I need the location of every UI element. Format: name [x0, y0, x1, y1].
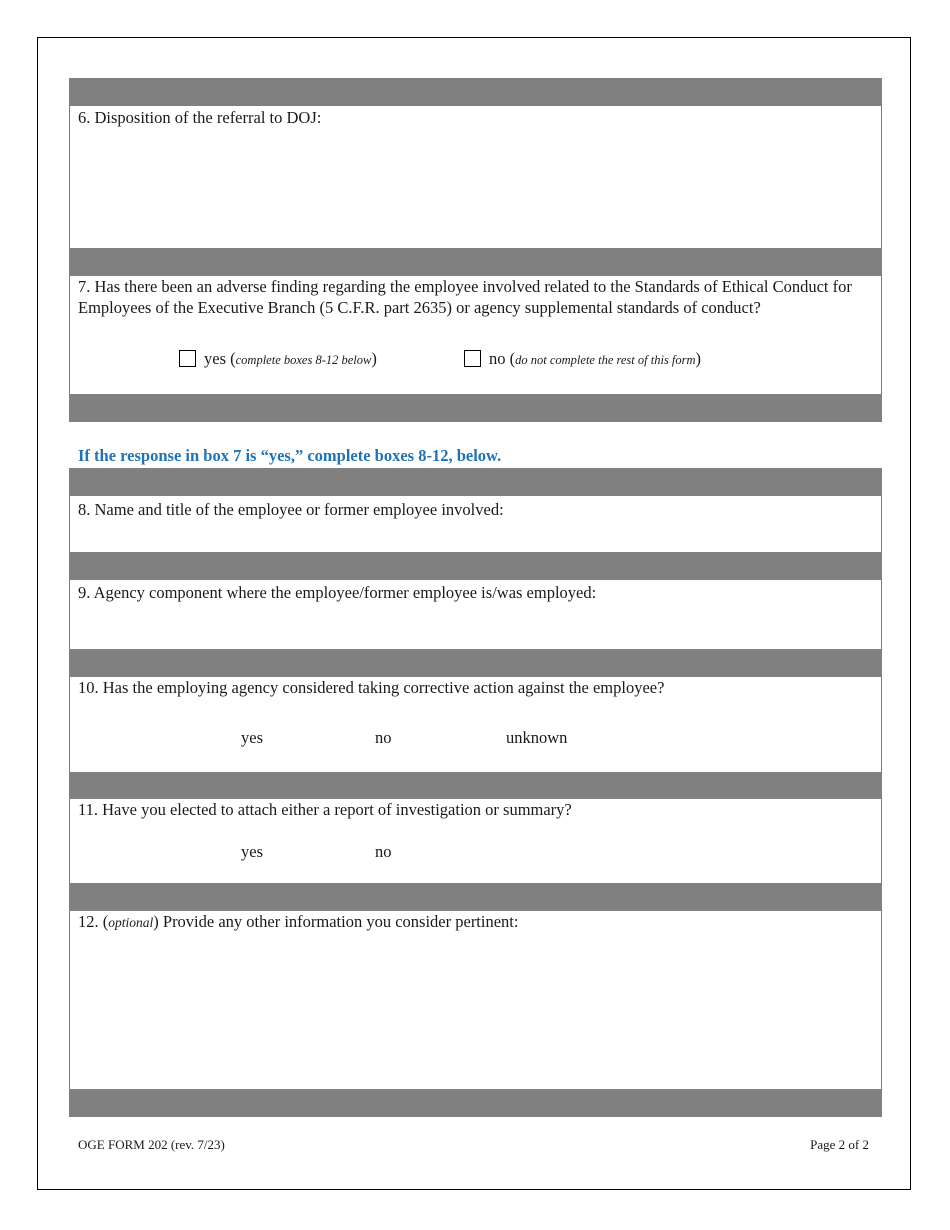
- section-header-bar: [69, 649, 882, 677]
- q7-yes-note: complete boxes 8-12 below: [235, 353, 372, 367]
- q7-no-label: no: [489, 349, 506, 368]
- q7-no-option[interactable]: no (do not complete the rest of this form): [464, 348, 701, 371]
- q7-no-checkbox[interactable]: [464, 350, 481, 367]
- q11-label: 11. Have you elected to attach either a report of investigation or summary?: [78, 800, 572, 819]
- q7-yes-label: yes: [204, 349, 226, 368]
- q10-label: 10. Has the employing agency considered taking corrective action against the employee?: [78, 678, 665, 697]
- section-header-bar: [69, 552, 882, 580]
- box-8-employee-name[interactable]: [69, 496, 882, 552]
- q7-no-note: do not complete the rest of this form: [515, 353, 696, 367]
- section-header-bar: [69, 772, 882, 800]
- instruction-text: If the response in box 7 is “yes,” complete boxes 8-12, below.: [78, 446, 502, 465]
- q8-label: 8. Name and title of the employee or former employee involved:: [78, 500, 504, 519]
- page-number: Page 2 of 2: [810, 1137, 869, 1152]
- q9-label: 9. Agency component where the employee/former employee is/was employed:: [78, 583, 597, 602]
- section-header-bar: [69, 248, 882, 276]
- q10-option-no[interactable]: no: [375, 728, 392, 747]
- box-10-corrective-action: [69, 677, 882, 772]
- q7-label: 7. Has there been an adverse finding regarding the employee involved related to the Standards of Ethical Conduct for Employees of the Executive Branch (5 C.F.R. part 2635) or agency supplemental standards of conduct?: [78, 277, 852, 317]
- q7-yes-checkbox[interactable]: [179, 350, 196, 367]
- box-9-agency-component[interactable]: [69, 580, 882, 649]
- q12-number: 12.: [78, 912, 99, 931]
- form-id: OGE FORM 202 (rev. 7/23): [78, 1137, 225, 1152]
- box-6-disposition[interactable]: [69, 106, 882, 248]
- q10-option-yes[interactable]: yes: [241, 728, 263, 747]
- q10-option-unknown[interactable]: unknown: [506, 728, 568, 747]
- q11-option-yes[interactable]: yes: [241, 842, 263, 861]
- section-header-bar: [69, 394, 882, 422]
- section-header-bar: [69, 468, 882, 496]
- q11-option-no[interactable]: no: [375, 842, 392, 861]
- box-11-attach-report: [69, 799, 882, 883]
- q12-optional: optional: [108, 915, 154, 930]
- section-header-bar: [69, 883, 882, 911]
- box-7-adverse-finding: [69, 276, 882, 394]
- q12-label: Provide any other information you consider pertinent:: [162, 912, 519, 931]
- section-header-bar: [69, 78, 882, 106]
- section-header-bar: [69, 1089, 882, 1117]
- q12-label-line: 12. (optional) Provide any other information you consider pertinent:: [78, 912, 519, 931]
- q6-label: 6. Disposition of the referral to DOJ:: [78, 108, 322, 127]
- q7-yes-option[interactable]: yes (complete boxes 8-12 below): [179, 348, 377, 371]
- box-12-other-info[interactable]: [69, 911, 882, 1089]
